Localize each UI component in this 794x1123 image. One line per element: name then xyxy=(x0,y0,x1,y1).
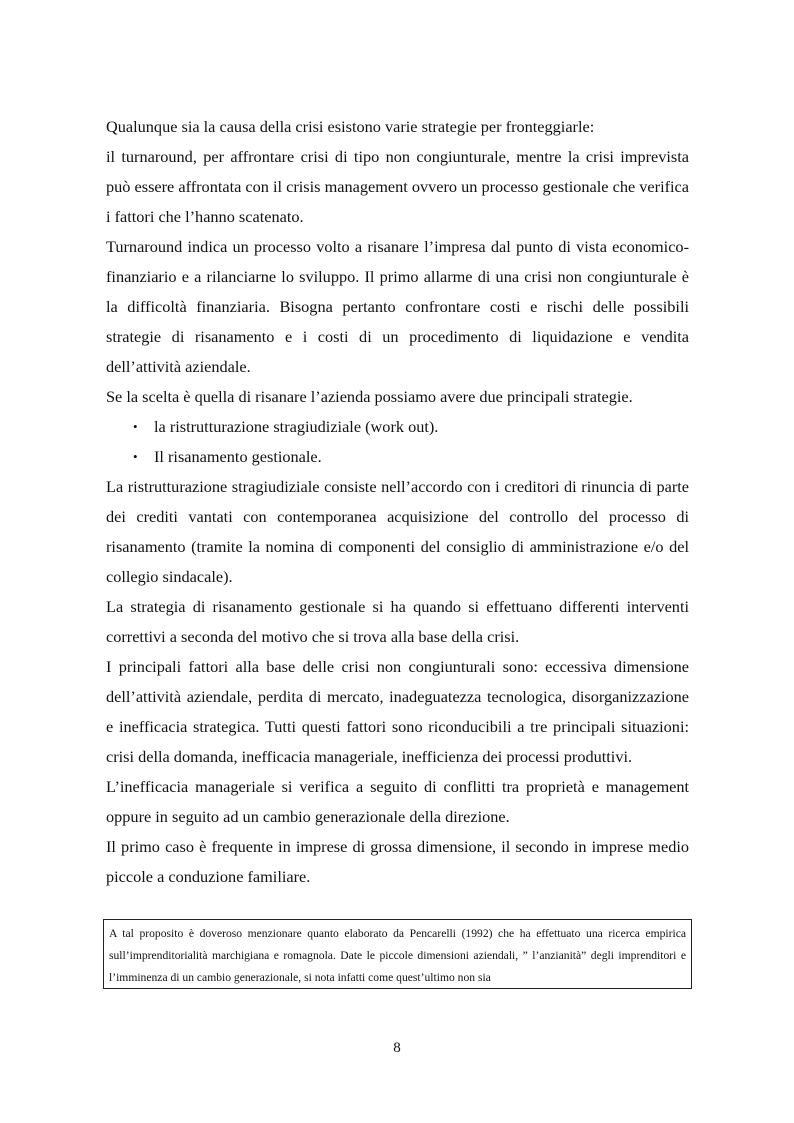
paragraph-managerial-inefficacy: L’inefficacia manageriale si verifica a seguito di conflitti tra proprietà e management oppure in seguito ad un cambio generazionale della direzione. xyxy=(106,777,689,826)
paragraph-turnaround-vs-crisis-management: il turnaround, per affrontare crisi di tipo non congiunturale, mentre la crisi imprevista può essere affrontata con il crisis management ovvero un processo gestionale che verifica i fattori che l’hanno scatenato. xyxy=(106,147,689,226)
list-item xyxy=(133,412,689,442)
bullet-icon: • xyxy=(133,419,138,434)
bullet-icon: • xyxy=(133,449,138,464)
callout-text: A tal proposito è doveroso menzionare quanto elaborato da Pencarelli (1992) che ha effettuato una ricerca empirica sull’imprenditorialità marchigiana e romagnola. Date le piccole dimensioni aziendali, ” l’anzianità” degli imprenditori e l’imminenza di un cambio generazionale, si nota infatti come quest’ultimo non sia xyxy=(109,927,686,984)
paragraph-strategies-intro: Qualunque sia la causa della crisi esistono varie strategie per fronteggiarle: xyxy=(106,117,595,136)
paragraph-strategy-choice: Se la scelta è quella di risanare l’azienda possiamo avere due principali strategie. xyxy=(106,387,633,406)
body-text xyxy=(106,112,689,892)
strategy-list xyxy=(106,412,689,472)
page-number: 8 xyxy=(393,1040,401,1056)
paragraph-turnaround-definition: Turnaround indica un processo volto a risanare l’impresa dal punto di vista economico-finanziario e a rilanciarne lo sviluppo. Il primo allarme di una crisi non congiunturale è la difficoltà finanziaria. Bisogna pertanto confrontare costi e rischi delle possibili strategie di risanamento e i costi di un procedimento di liquidazione e vendita dell’attività aziendale. xyxy=(106,237,689,376)
paragraph-management-recovery: La strategia di risanamento gestionale si ha quando si effettuano differenti interventi correttivi a seconda del motivo che si trova alla base della crisi. xyxy=(106,597,689,646)
list-item-text: Il risanamento gestionale. xyxy=(154,447,322,466)
list-item-text: la ristrutturazione stragiudiziale (work out). xyxy=(154,417,439,436)
paragraph-out-of-court-restructuring: La ristrutturazione stragiudiziale consiste nell’accordo con i creditori di rinuncia di parte dei crediti vantati con contemporanea acquisizione del controllo del processo di risanamento (tramite la nomina di componenti del consiglio di amministrazione e/o del collegio sindacale). xyxy=(106,477,689,586)
callout-box xyxy=(103,919,692,989)
list-item xyxy=(133,442,689,472)
paragraph-cases: Il primo caso è frequente in imprese di grossa dimensione, il secondo in imprese medio piccole a conduzione familiare. xyxy=(106,837,689,886)
paragraph-crisis-factors: I principali fattori alla base delle crisi non congiunturali sono: eccessiva dimensione dell’attività aziendale, perdita di mercato, inadeguatezza tecnologica, disorganizzazione e inefficacia strategica. Tutti questi fattori sono riconducibili a tre principali situazioni: crisi della domanda, inefficacia manageriale, inefficienza dei processi produttivi. xyxy=(106,657,689,766)
